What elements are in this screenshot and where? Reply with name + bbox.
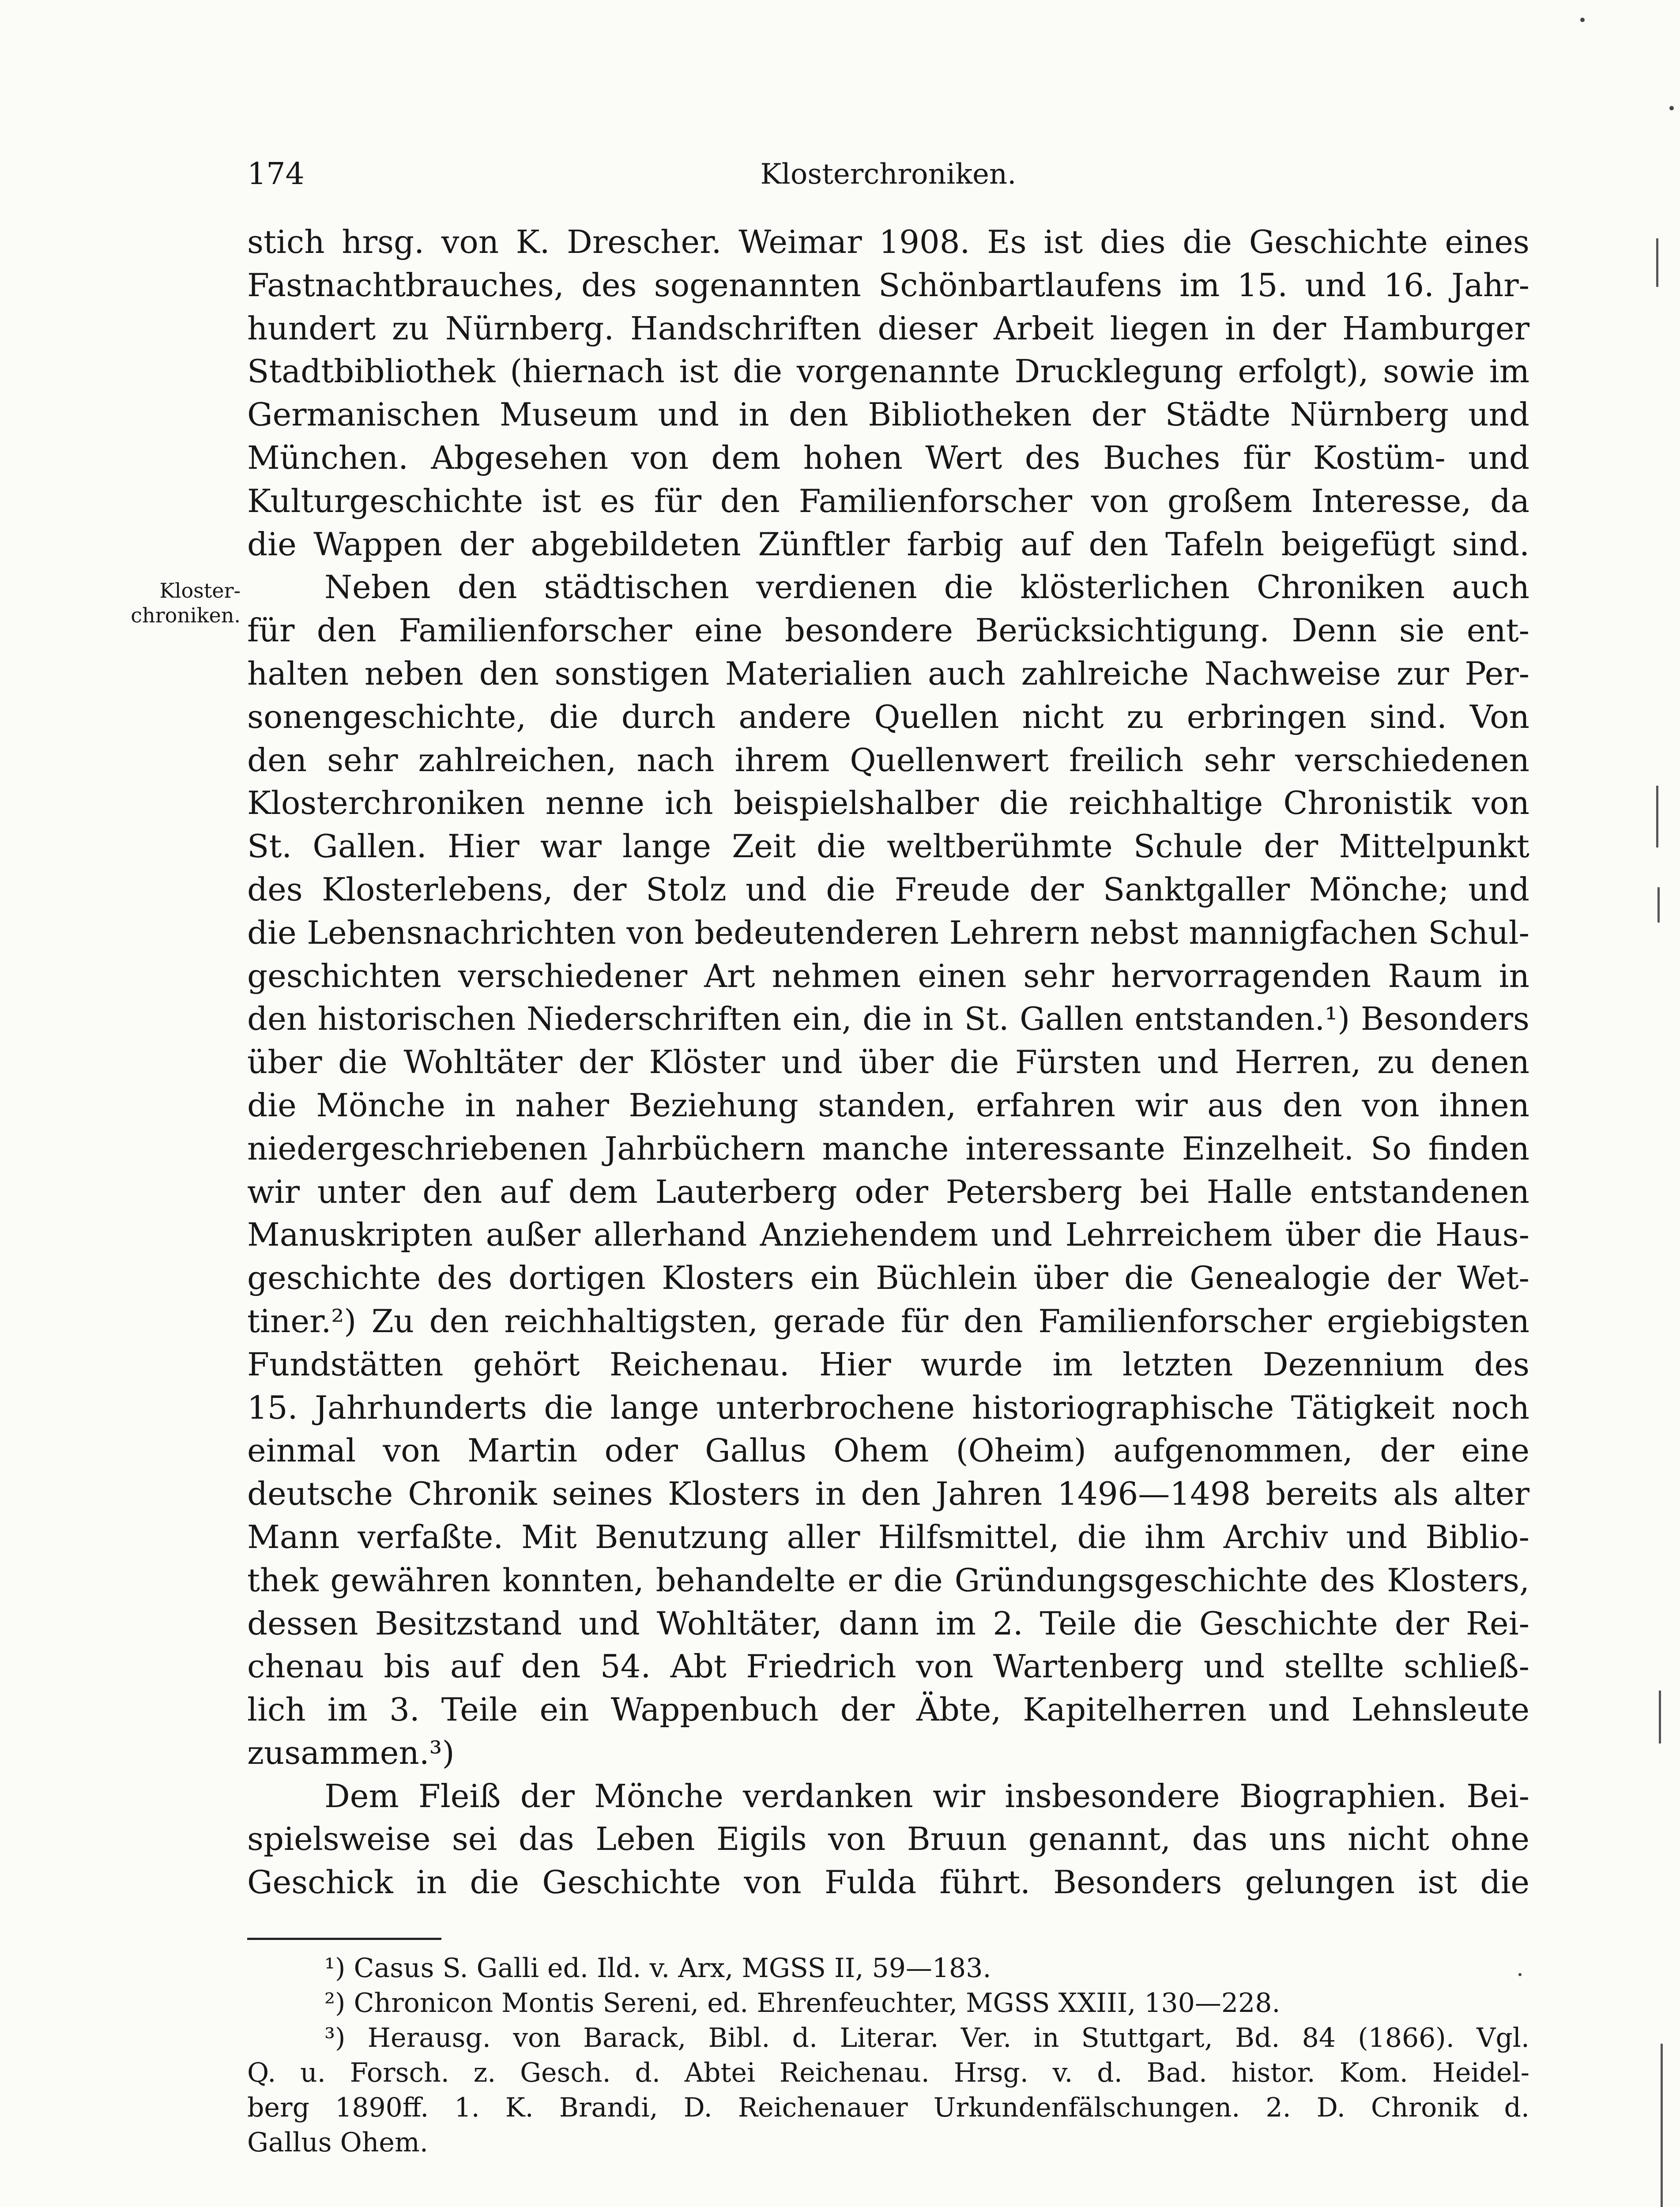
footnote-line: Q. u. Forsch. z. Gesch. d. Abtei Reichenau. Hrsg. v. d. Bad. histor. Kom. Heidel- bbox=[247, 2057, 1529, 2088]
paragraph-start-line: Dem Fleiß der Mönche verdanken wir insbesondere Biographien. Bei- bbox=[324, 1777, 1529, 1815]
footnote-line: Gallus Ohem. bbox=[247, 2127, 428, 2158]
scan-speck bbox=[1669, 106, 1674, 110]
text-line: den sehr zahlreichen, nach ihrem Quellenwert freilich sehr verschiedenen bbox=[247, 741, 1529, 779]
page-number: 174 bbox=[247, 157, 305, 192]
running-head bbox=[247, 152, 1529, 201]
margin-note bbox=[108, 578, 241, 628]
text-line: halten neben den sonstigen Materialien auch zahlreiche Nachweise zur Per- bbox=[247, 655, 1529, 692]
footnote-line: berg 1890ff. 1. K. Brandi, D. Reichenauer Urkundenfälschungen. 2. D. Chronik d. bbox=[247, 2092, 1529, 2123]
paragraph-start-line: Neben den städtischen verdienen die klösterlichen Chroniken auch bbox=[324, 569, 1529, 606]
text-line: hundert zu Nürnberg. Handschriften dieser Arbeit liegen in der Hamburger bbox=[247, 309, 1529, 347]
margin-note-line: Kloster- bbox=[159, 579, 241, 603]
text-line: dessen Besitzstand und Wohltäter, dann im 2. Teile die Geschichte der Rei- bbox=[247, 1604, 1529, 1642]
text-line: Mann verfaßte. Mit Benutzung aller Hilfsmittel, die ihm Archiv und Biblio- bbox=[247, 1518, 1529, 1555]
body-text bbox=[247, 221, 1529, 1904]
text-line: Manuskripten außer allerhand Anziehendem und Lehrreichem über die Haus- bbox=[247, 1216, 1529, 1254]
text-line: Stadtbibliothek (hiernach ist die vorgenannte Drucklegung erfolgt), sowie im bbox=[247, 353, 1529, 390]
text-line: thek gewähren konnten, behandelte er die Gründungsgeschichte des Klosters, bbox=[247, 1561, 1529, 1599]
scan-speck bbox=[1580, 18, 1585, 22]
text-line: einmal von Martin oder Gallus Ohem (Oheim) aufgenommen, der eine bbox=[247, 1432, 1529, 1469]
text-line: geschichten verschiedener Art nehmen einen sehr hervorragenden Raum in bbox=[247, 957, 1529, 994]
scan-edge-mark bbox=[1659, 1691, 1661, 1744]
text-line: für den Familienforscher eine besondere Berücksichtigung. Denn sie ent- bbox=[247, 612, 1529, 649]
scan-edge-mark bbox=[1661, 2044, 1663, 2207]
scan-edge-mark bbox=[1656, 238, 1658, 287]
text-line: Klosterchroniken nenne ich beispielshalber die reichhaltige Chronistik von bbox=[247, 784, 1529, 822]
text-line: die Mönche in naher Beziehung standen, erfahren wir aus den von ihnen bbox=[247, 1086, 1529, 1124]
text-line: lich im 3. Teile ein Wappenbuch der Äbte, Kapitelherren und Lehnsleute bbox=[247, 1691, 1529, 1729]
text-line: Germanischen Museum und in den Bibliotheken der Städte Nürnberg und bbox=[247, 396, 1529, 433]
scan-edge-mark bbox=[1656, 786, 1658, 847]
text-line: chenau bis auf den 54. Abt Friedrich von Wartenberg und stellte schließ- bbox=[247, 1648, 1529, 1685]
text-line: tiner.²) Zu den reichhaltigsten, gerade für den Familienforscher ergiebigsten bbox=[247, 1302, 1529, 1340]
margin-note-line: chroniken. bbox=[131, 603, 241, 627]
scan-speck bbox=[1518, 1973, 1522, 1976]
text-line: Kulturgeschichte ist es für den Familienforscher von großem Interesse, da bbox=[247, 482, 1529, 520]
text-line: spielsweise sei das Leben Eigils von Bruun genannt, das uns nicht ohne bbox=[247, 1820, 1529, 1858]
text-line: die Lebensnachrichten von bedeutenderen Lehrern nebst mannigfachen Schul- bbox=[247, 914, 1529, 951]
text-line: 15. Jahrhunderts die lange unterbrochene historiographische Tätigkeit noch bbox=[247, 1389, 1529, 1426]
text-line: München. Abgesehen von dem hohen Wert des Buches für Kostüm- und bbox=[247, 439, 1529, 476]
text-line: geschichte des dortigen Klosters ein Büchlein über die Genealogie der Wet- bbox=[247, 1259, 1529, 1297]
running-title: Klosterchroniken. bbox=[760, 158, 1017, 191]
text-line: deutsche Chronik seines Klosters in den Jahren 1496—1498 bereits als alter bbox=[247, 1475, 1529, 1513]
text-line: stich hrsg. von K. Drescher. Weimar 1908. Es ist dies die Geschichte eines bbox=[247, 223, 1529, 260]
paragraph-end-line: zusammen.³) bbox=[247, 1734, 455, 1771]
text-line: Fastnachtbrauches, des sogenannten Schönbartlaufens im 15. und 16. Jahr- bbox=[247, 266, 1529, 304]
text-line: St. Gallen. Hier war lange Zeit die weltberühmte Schule der Mittelpunkt bbox=[247, 828, 1529, 865]
footnote-line: ²) Chronicon Montis Sereni, ed. Ehrenfeuchter, MGSS XXIII, 130—228. bbox=[324, 1988, 1281, 2019]
footnote-line: ³) Herausg. von Barack, Bibl. d. Literar. Ver. in Stuttgart, Bd. 84 (1866). Vgl. bbox=[324, 2022, 1529, 2053]
footnote-separator bbox=[247, 1938, 441, 1940]
text-line: wir unter den auf dem Lauterberg oder Petersberg bei Halle entstandenen bbox=[247, 1173, 1529, 1210]
text-line: des Klosterlebens, der Stolz und die Freude der Sanktgaller Mönche; und bbox=[247, 870, 1529, 908]
text-line: niedergeschriebenen Jahrbüchern manche interessante Einzelheit. So finden bbox=[247, 1130, 1529, 1167]
scan-edge-mark bbox=[1657, 887, 1660, 923]
text-line: über die Wohltäter der Klöster und über die Fürsten und Herren, zu denen bbox=[247, 1043, 1529, 1081]
text-line: den historischen Niederschriften ein, die in St. Gallen entstanden.¹) Besonders bbox=[247, 1000, 1529, 1038]
text-line: Fundstätten gehört Reichenau. Hier wurde im letzten Dezennium des bbox=[247, 1345, 1529, 1383]
footnote-line: ¹) Casus S. Galli ed. Ild. v. Arx, MGSS II, 59—183. bbox=[324, 1953, 991, 1984]
text-line: die Wappen der abgebildeten Zünftler farbig auf den Tafeln beigefügt sind. bbox=[247, 525, 1529, 563]
text-line: Geschick in die Geschichte von Fulda führt. Besonders gelungen ist die bbox=[247, 1864, 1529, 1901]
text-line: sonengeschichte, die durch andere Quellen nicht zu erbringen sind. Von bbox=[247, 698, 1529, 735]
footnotes bbox=[247, 1951, 1529, 2160]
